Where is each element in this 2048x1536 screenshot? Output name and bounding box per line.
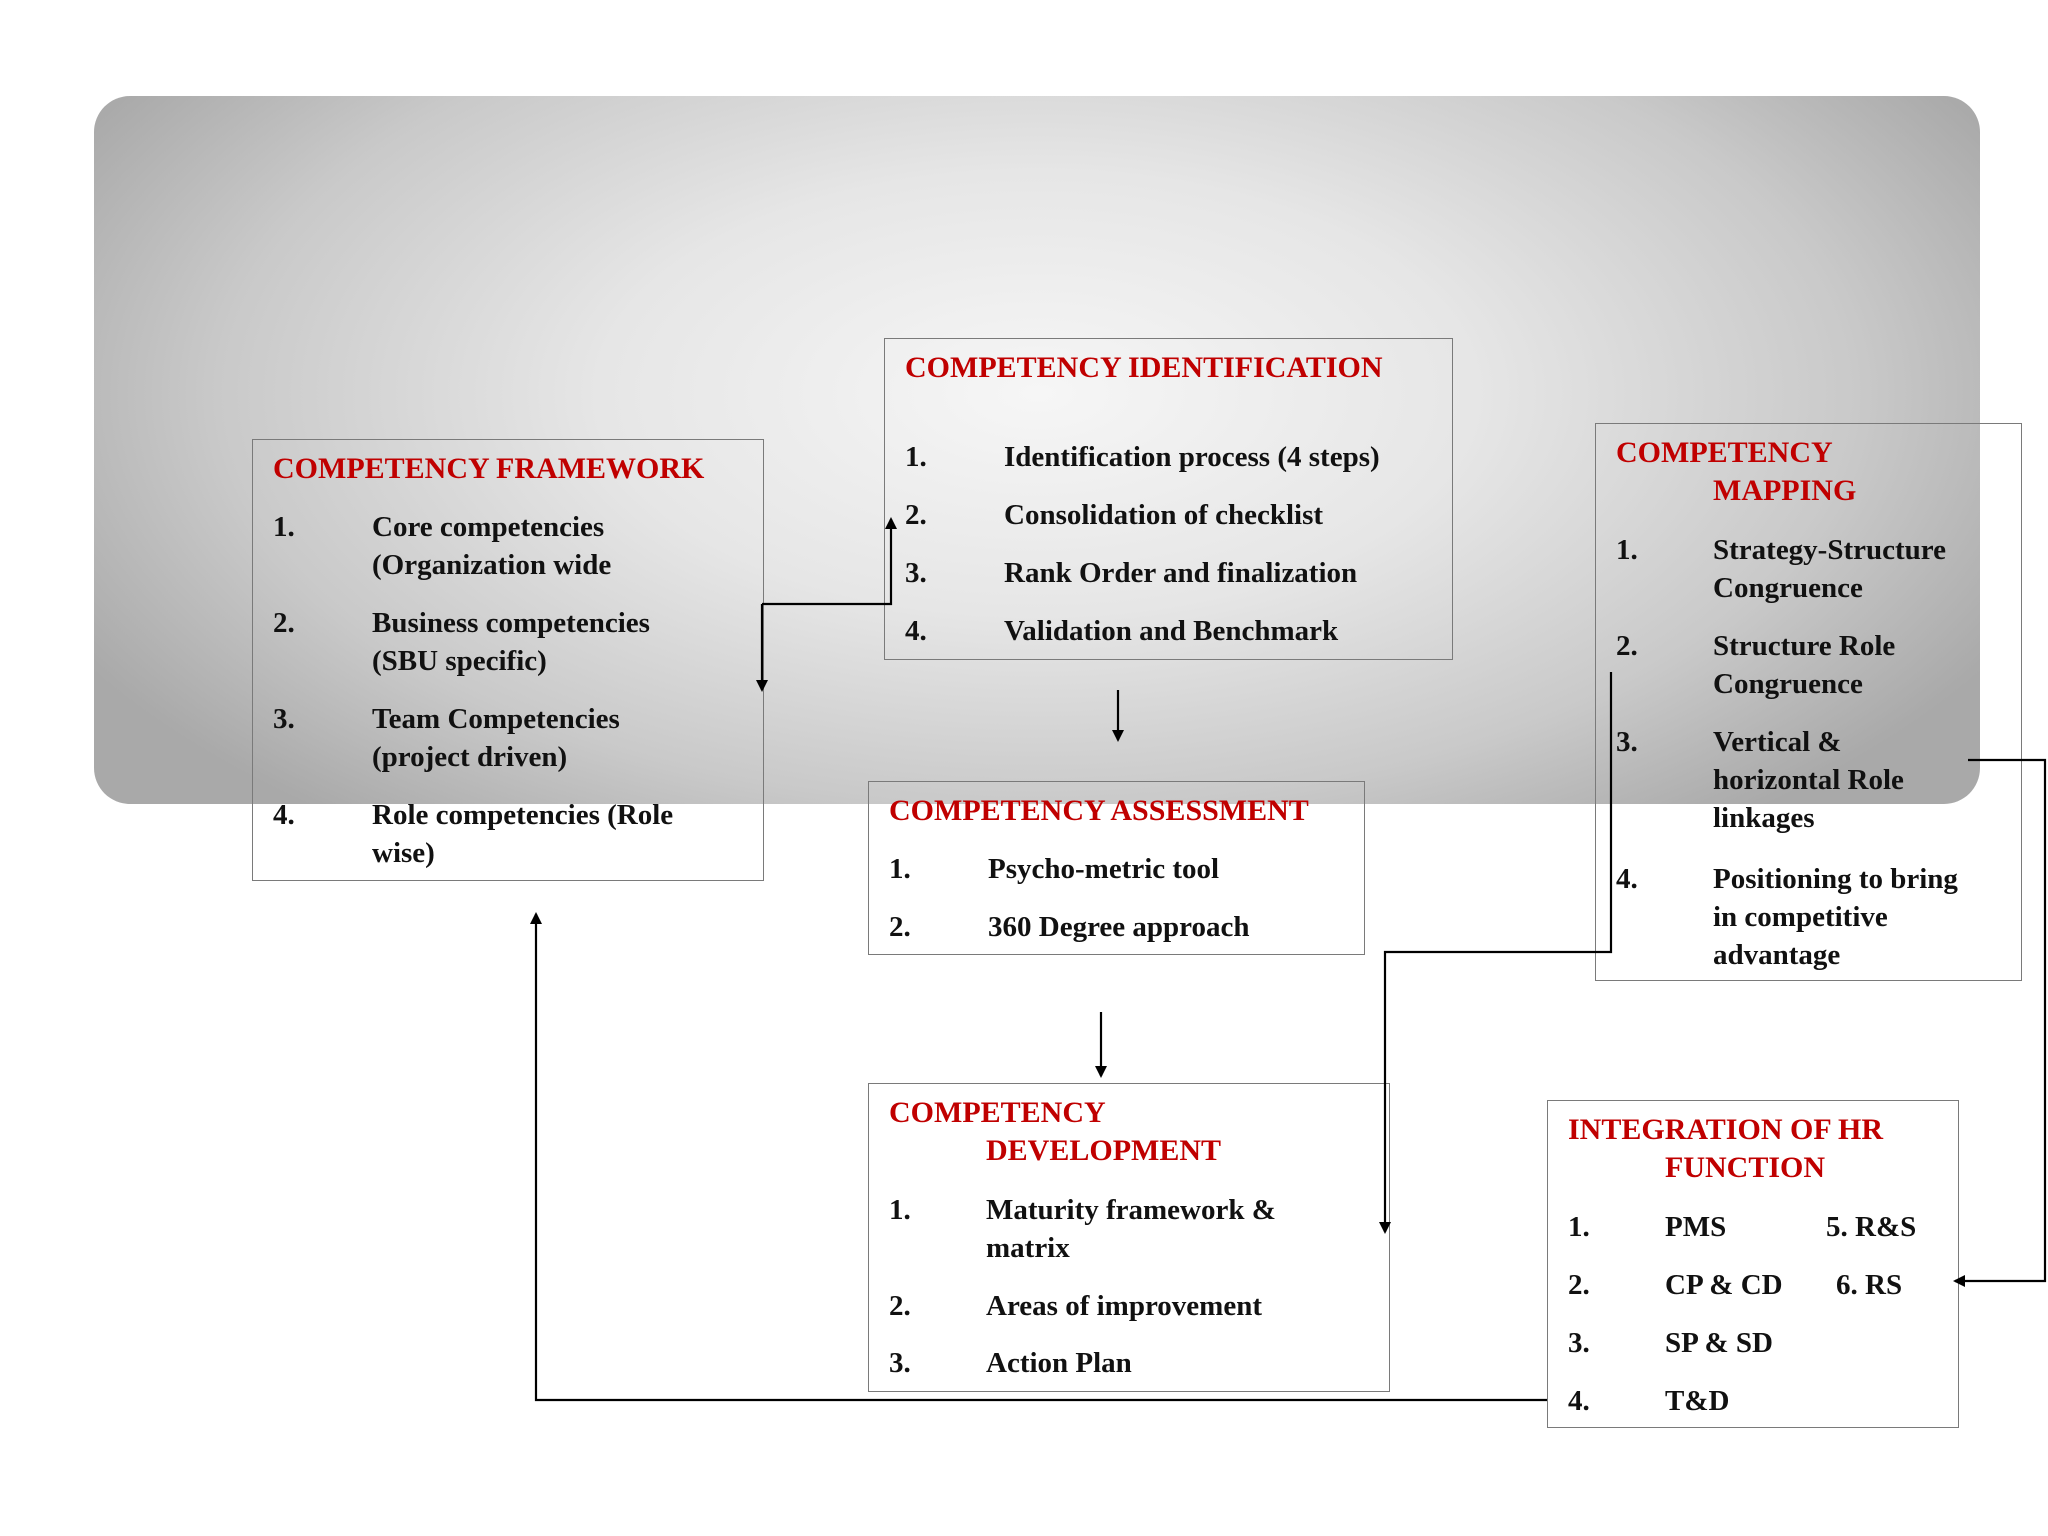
integration-item-text: PMS	[1665, 1211, 1727, 1243]
framework-item-text: Business competencies	[372, 607, 650, 639]
assessment-title: COMPETENCY ASSESSMENT	[889, 794, 1309, 827]
framework-item-text: wise)	[372, 837, 435, 869]
development-item-text: Action Plan	[986, 1347, 1132, 1379]
framework-title: COMPETENCY FRAMEWORK	[273, 452, 705, 485]
framework-item-number: 3.	[273, 703, 295, 735]
arrow-mapping-to-integration	[1955, 760, 2045, 1281]
arrow-mapping-to-development	[1385, 672, 1611, 1232]
development-item-text: matrix	[986, 1232, 1070, 1264]
assessment-item-text: Psycho-metric tool	[988, 853, 1220, 885]
development-item-text: Areas of improvement	[986, 1290, 1262, 1322]
development-item-number: 2.	[889, 1290, 911, 1322]
mapping-item-text: Congruence	[1713, 668, 1863, 700]
mapping-title: MAPPING	[1713, 474, 1857, 507]
development-item-text: Maturity framework &	[986, 1194, 1276, 1226]
development-item-number: 3.	[889, 1347, 911, 1379]
mapping-item-text: Structure Role	[1713, 630, 1896, 662]
assessment-item-number: 1.	[889, 853, 911, 885]
development-title: COMPETENCY	[889, 1096, 1106, 1129]
identification-item-number: 4.	[905, 615, 927, 647]
mapping-item-text: Vertical &	[1713, 726, 1842, 758]
mapping-item-text: Strategy-Structure	[1713, 534, 1947, 566]
arrow-integration-to-framework	[536, 914, 1547, 1400]
identification-title: COMPETENCY IDENTIFICATION	[905, 351, 1383, 384]
mapping-item-number: 1.	[1616, 534, 1638, 566]
mapping-item-text: advantage	[1713, 939, 1841, 971]
framework-item-number: 1.	[273, 511, 295, 543]
mapping-item-text: linkages	[1713, 802, 1815, 834]
assessment-item-number: 2.	[889, 911, 911, 943]
mapping-item-text: horizontal Role	[1713, 764, 1904, 796]
arrow-framework-to-identification	[762, 519, 891, 604]
framework-item-text: Team Competencies	[372, 703, 620, 735]
mapping-item-text: in competitive	[1713, 901, 1888, 933]
integration-item-number: 2.	[1568, 1269, 1590, 1301]
identification-item-text: Consolidation of checklist	[1004, 499, 1324, 531]
integration-item-number: 4.	[1568, 1385, 1590, 1417]
integration-title: FUNCTION	[1665, 1151, 1826, 1184]
framework-item-number: 4.	[273, 799, 295, 831]
assessment-item-text: 360 Degree approach	[988, 911, 1250, 943]
integration-item-number: 1.	[1568, 1211, 1590, 1243]
framework-item-text: Core competencies	[372, 511, 605, 543]
framework-item-text: (SBU specific)	[372, 645, 547, 677]
framework-item-text: (Organization wide	[372, 549, 612, 581]
integration-item-text: 6. RS	[1836, 1269, 1903, 1301]
identification-item-text: Identification process (4 steps)	[1004, 441, 1380, 473]
framework-item-text: (project driven)	[372, 741, 568, 773]
mapping-item-number: 4.	[1616, 863, 1638, 895]
mapping-title: COMPETENCY	[1616, 436, 1833, 469]
identification-item-number: 1.	[905, 441, 927, 473]
integration-title: INTEGRATION OF HR	[1568, 1113, 1884, 1146]
integration-item-text: 5. R&S	[1826, 1211, 1917, 1243]
development-title: DEVELOPMENT	[986, 1134, 1222, 1167]
identification-item-text: Validation and Benchmark	[1004, 615, 1339, 647]
mapping-item-text: Congruence	[1713, 572, 1863, 604]
integration-item-text: CP & CD	[1665, 1269, 1783, 1301]
integration-item-text: T&D	[1665, 1385, 1730, 1417]
mapping-item-text: Positioning to bring	[1713, 863, 1958, 895]
identification-item-text: Rank Order and finalization	[1004, 557, 1358, 589]
integration-item-number: 3.	[1568, 1327, 1590, 1359]
mapping-item-number: 2.	[1616, 630, 1638, 662]
identification-item-number: 3.	[905, 557, 927, 589]
integration-item-text: SP & SD	[1665, 1327, 1773, 1359]
development-item-number: 1.	[889, 1194, 911, 1226]
framework-item-text: Role competencies (Role	[372, 799, 674, 831]
identification-item-number: 2.	[905, 499, 927, 531]
framework-item-number: 2.	[273, 607, 295, 639]
mapping-item-number: 3.	[1616, 726, 1638, 758]
